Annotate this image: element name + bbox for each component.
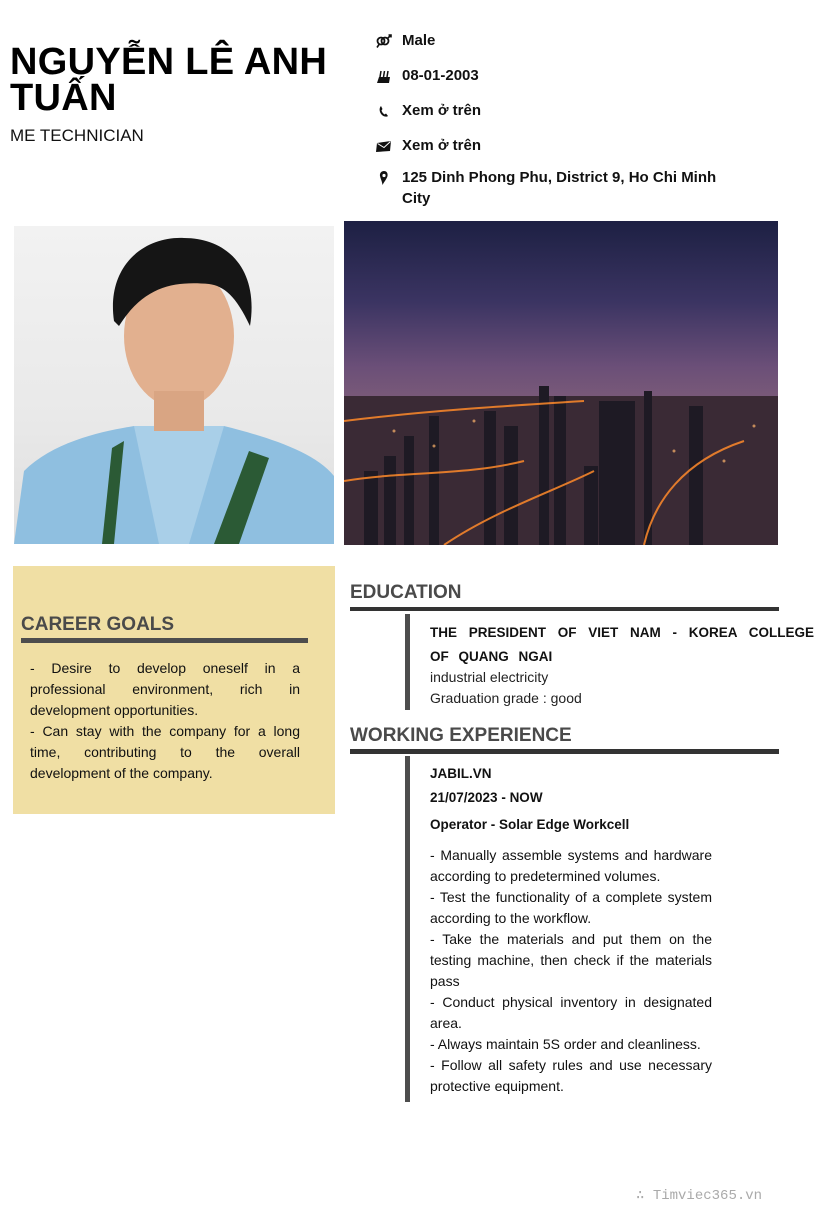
education-major: industrial electricity — [430, 669, 549, 685]
contact-phone — [376, 100, 481, 121]
phone-value: Xem ở trên — [402, 102, 482, 119]
contact-email — [376, 135, 481, 156]
job-duties — [430, 845, 712, 1097]
school-name: THE PRESIDENT OF VIET NAM - KOREA COLLEGE OF QUANG NGAI — [430, 625, 814, 664]
career-goals-text — [30, 658, 300, 784]
candidate-name: NGUYỄN LÊ ANH TUẤN — [10, 41, 328, 119]
education-heading: EDUCATION — [350, 582, 462, 603]
gender-value: Male — [402, 32, 436, 49]
duty-item: - Conduct physical inventory in designated area. — [430, 994, 712, 1031]
duty-item: - Always maintain 5S order and cleanliness. — [430, 1036, 701, 1052]
company-name: JABIL.VN — [430, 766, 492, 781]
employment-period: 21/07/2023 - NOW — [430, 790, 543, 805]
career-goals-divider — [21, 638, 308, 643]
birthday-value: 08-01-2003 — [402, 67, 479, 84]
watermark: ∴ Timviec365.vn — [636, 1188, 763, 1204]
cover-photo — [344, 221, 778, 545]
experience-timeline-bar — [405, 756, 410, 1102]
profile-photo — [14, 226, 334, 544]
phone-icon — [376, 100, 402, 121]
map-pin-icon — [376, 167, 402, 188]
duty-item: - Test the functionality of a complete system according to the workflow. — [430, 889, 712, 926]
career-goal-item: - Can stay with the company for a long time, contributing to the overall development of the company. — [30, 723, 300, 781]
email-value: Xem ở trên — [402, 137, 482, 154]
envelope-icon — [376, 135, 402, 156]
career-goal-item: - Desire to develop oneself in a professional environment, rich in development opportunities. — [30, 660, 300, 718]
experience-divider — [350, 749, 779, 754]
job-title: ME TECHNICIAN — [10, 126, 144, 145]
contact-gender — [376, 30, 435, 51]
duty-item: - Follow all safety rules and use necessary protective equipment. — [430, 1057, 712, 1094]
education-divider — [350, 607, 779, 611]
gender-icon — [376, 30, 402, 51]
experience-heading: WORKING EXPERIENCE — [350, 725, 572, 746]
education-timeline-bar — [405, 614, 410, 710]
contact-birthday — [376, 65, 479, 86]
duty-item: - Manually assemble systems and hardware according to predetermined volumes. — [430, 847, 712, 884]
job-position: Operator - Solar Edge Workcell — [430, 817, 630, 832]
career-goals-heading: CAREER GOALS — [21, 614, 175, 635]
career-goals-panel — [13, 566, 335, 814]
duty-item: - Take the materials and put them on the testing machine, then check if the materials pass — [430, 931, 712, 989]
birthday-cake-icon — [376, 65, 402, 86]
contact-address — [376, 167, 736, 209]
education-grade: Graduation grade : good — [430, 690, 582, 706]
address-value: 125 Dinh Phong Phu, District 9, Ho Chi Minh City — [402, 169, 717, 207]
